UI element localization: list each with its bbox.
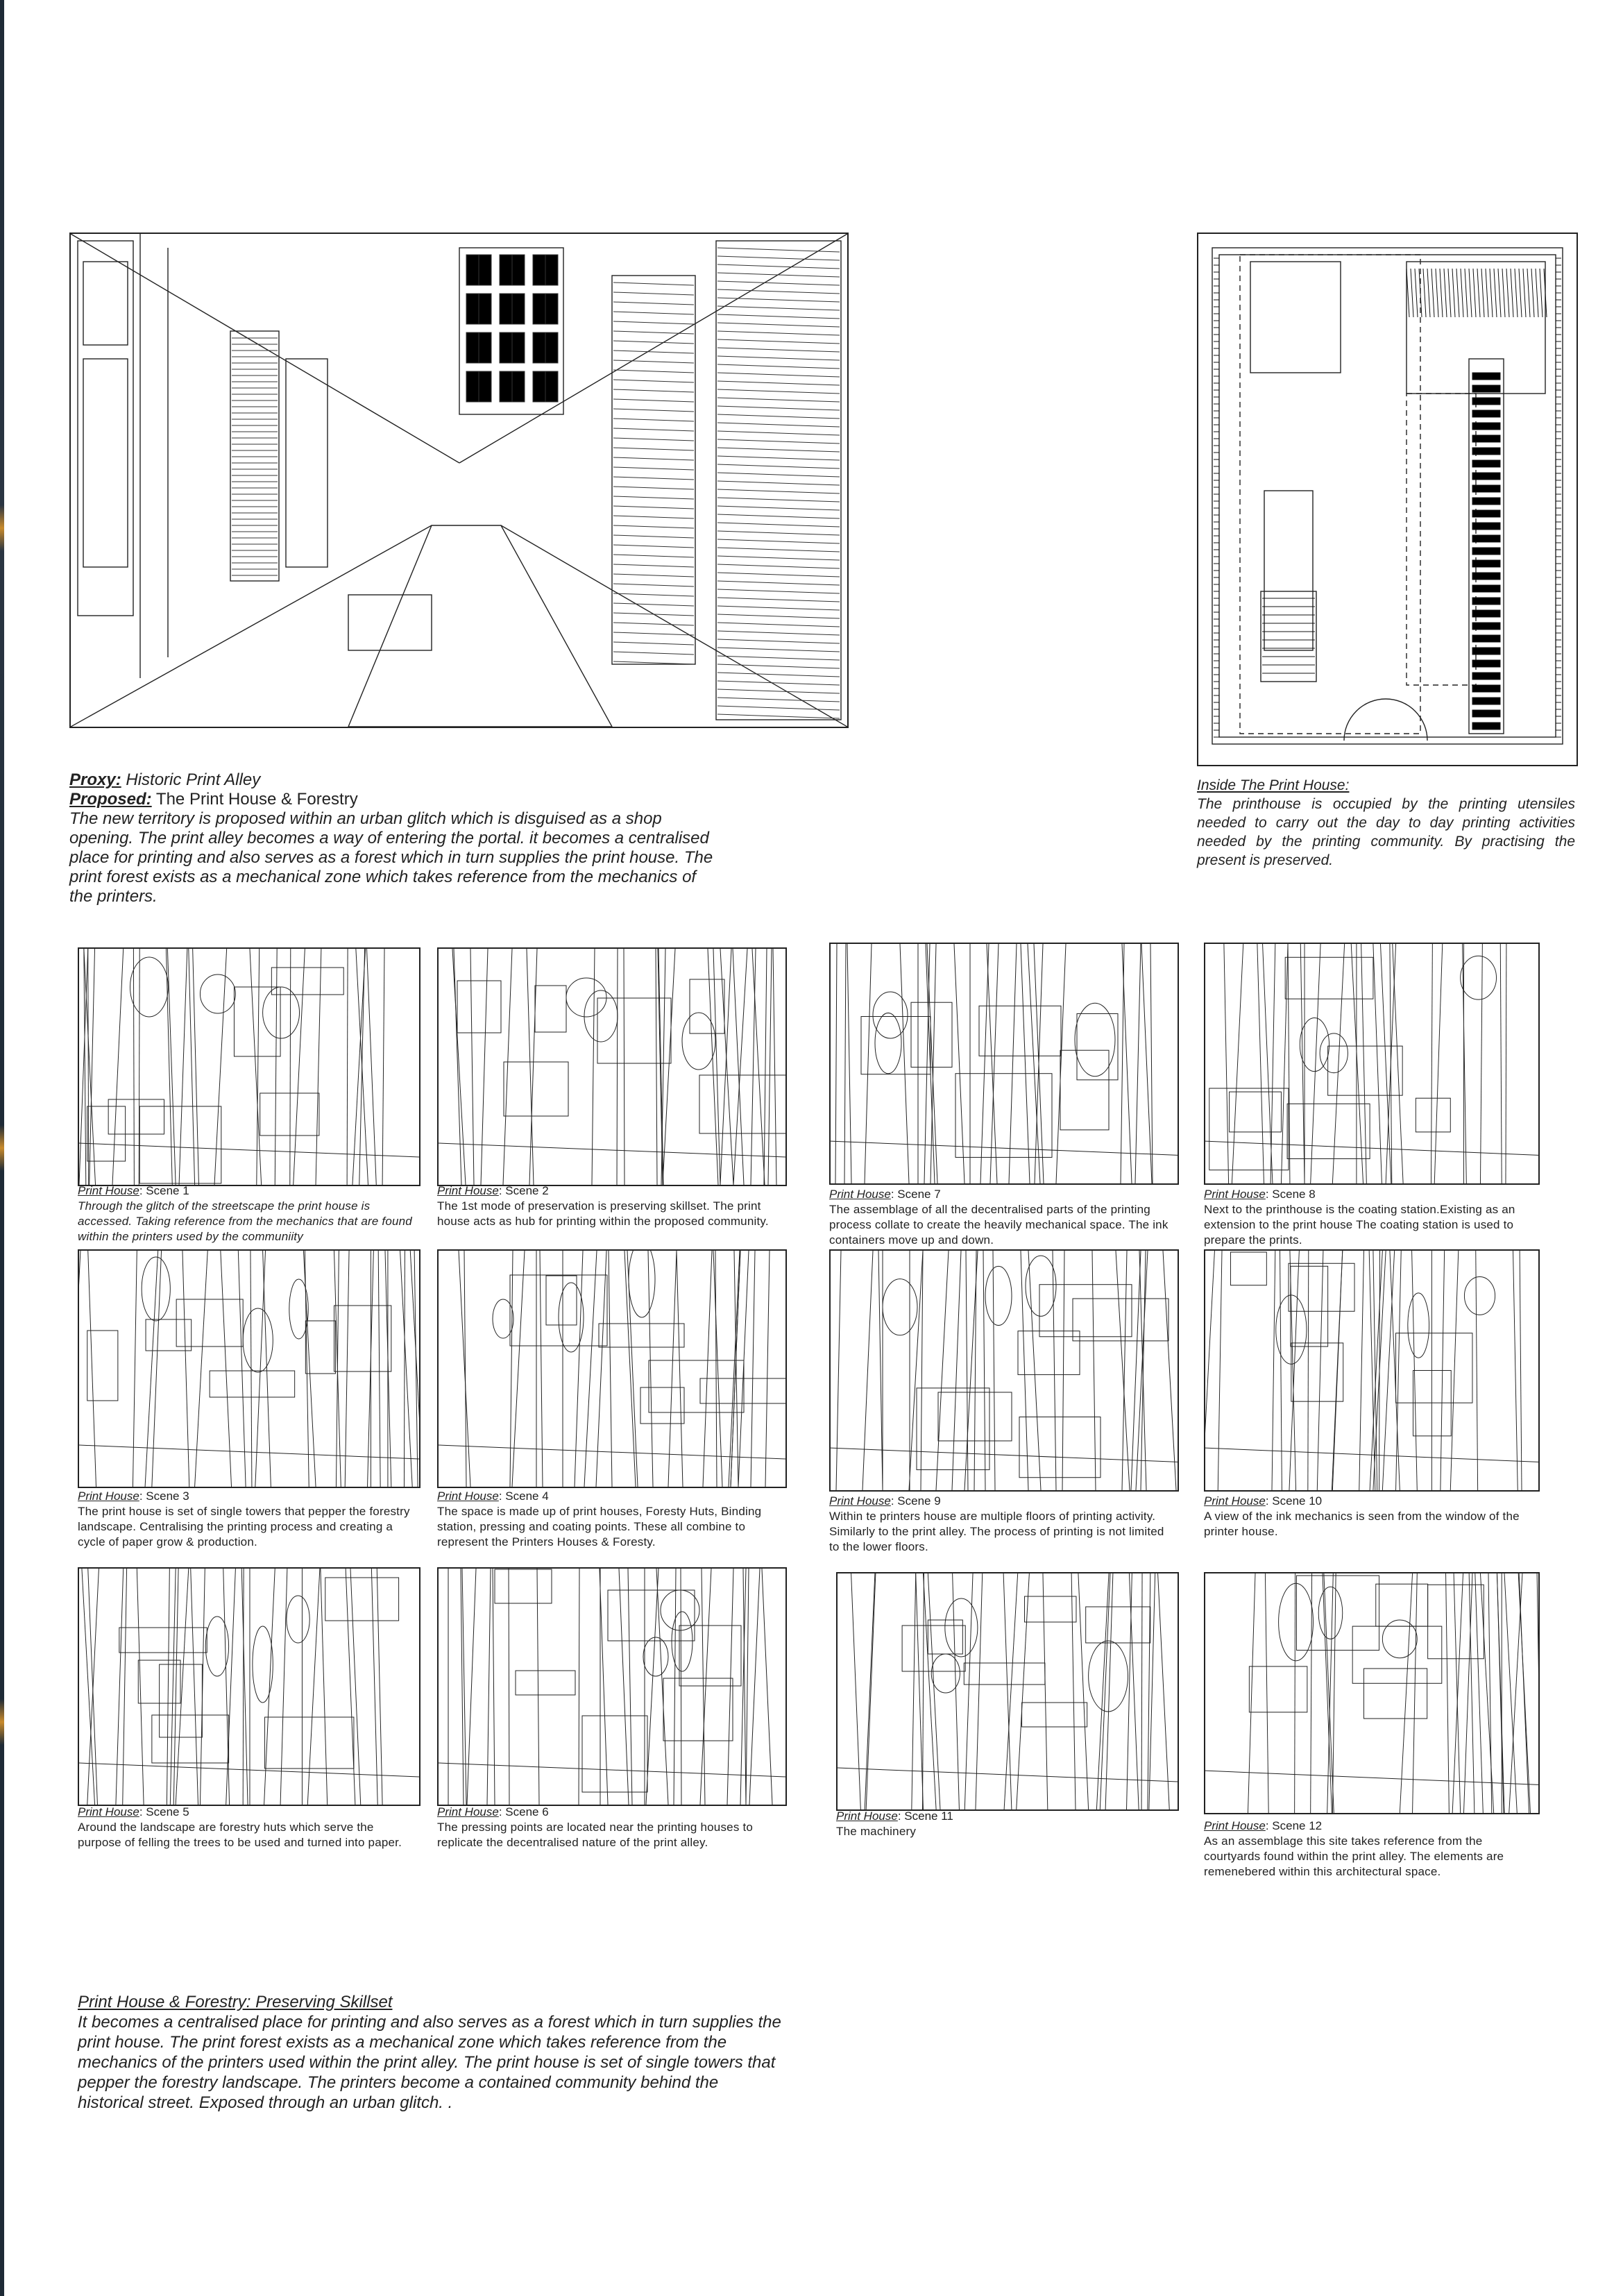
inside-heading: Inside The Print House: [1197,777,1350,793]
scene-number: : Scene 8 [1265,1188,1316,1201]
scene-12-drawing [1204,1572,1540,1814]
scene-9-caption [829,1494,1176,1555]
proxy-label: Proxy: [69,770,121,789]
intro-paragraph: The new territory is proposed within an urban glitch which is disguised as a shop opening. The print alley becomes a way of entering the portal. it becomes a centralised place for printing and also serves as a forest which in turn supplies the print house. The print forest exists as a mechanical zone which takes reference from the mechanics of the printers. [69,809,713,906]
scene-3-drawing [78,1249,420,1488]
scene-text: The 1st mode of preservation is preserving skillset. The print house acts as hub for printing within the proposed community. [437,1199,769,1228]
scene-label: Print House [836,1809,898,1823]
scene-label: Print House [78,1184,139,1197]
scene-5-caption [78,1805,418,1850]
intro-text-block [69,770,715,906]
scene-label: Print House [437,1805,499,1818]
scene-label: Print House [437,1184,499,1197]
scene-2-drawing [437,947,787,1186]
scene-text: The machinery [836,1825,917,1838]
inside-paragraph: The printhouse is occupied by the printing utensiles needed to carry out the day to day printing activities needed by the printing community. By practising the present is preserved. [1197,796,1575,868]
scene-text: The assemblage of all the decentralised parts of the printing process collate to create the heavily mechanical space. The ink containers move up and down. [829,1203,1169,1247]
scene-1-drawing [78,947,420,1186]
proposed-label: Proposed: [69,790,152,809]
scene-number: : Scene 9 [890,1494,941,1508]
page-edge-strip [0,0,4,2296]
scene-number: : Scene 3 [139,1489,189,1503]
scene-text: Next to the printhouse is the coating station.Existing as an extension to the print house The coating station is used to prepare the prints. [1204,1203,1515,1247]
scene-label: Print House [78,1805,139,1818]
scene-number: : Scene 12 [1265,1819,1323,1832]
scene-4-caption [437,1489,784,1550]
scene-number: : Scene 10 [1265,1494,1323,1508]
scene-number: : Scene 6 [498,1805,549,1818]
scene-label: Print House [78,1489,139,1503]
scene-text: Around the landscape are forestry huts which serve the purpose of felling the trees to be used and turned into paper. [78,1821,402,1849]
scene-1-caption [78,1183,418,1244]
proposed-value: The Print House & Forestry [155,790,358,809]
scene-label: Print House [829,1188,891,1201]
scene-text: The space is made up of print houses, Foresty Huts, Binding station, pressing and coating points. These all combine to represent the Printers Houses & Foresty. [437,1505,762,1548]
scene-6-caption [437,1805,784,1850]
scene-label: Print House [437,1489,499,1503]
scene-6-drawing [437,1567,787,1806]
scene-number: : Scene 1 [139,1184,189,1197]
scene-10-caption [1204,1494,1537,1539]
scene-text: As an assemblage this site takes reference from the courtyards found within the print alley. The elements are remenebered within this architectural space. [1204,1834,1504,1878]
proxy-value: Historic Print Alley [126,770,261,789]
scene-7-drawing [829,943,1179,1185]
scene-12-caption [1204,1818,1537,1880]
conclusion-text-block [78,1992,785,2113]
scene-number: : Scene 4 [498,1489,549,1503]
scene-10-drawing [1204,1249,1540,1492]
scene-text: The pressing points are located near the printing houses to replicate the decentralised nature of the print alley. [437,1821,754,1849]
scene-label: Print House [1204,1494,1266,1508]
scene-8-caption [1204,1187,1537,1248]
scene-7-caption [829,1187,1176,1248]
scene-11-caption [836,1809,1176,1839]
scene-number: : Scene 11 [897,1809,953,1823]
scene-text: The print house is set of single towers that pepper the forestry landscape. Centralising the printing process and creating a cycle of paper grow & production. [78,1505,410,1548]
scene-text: Through the glitch of the streetscape the print house is accessed. Taking reference from the mechanics that are found within the printers used by the communiity [78,1199,412,1243]
scene-label: Print House [1204,1819,1266,1832]
scene-3-caption [78,1489,418,1550]
scene-8-drawing [1204,943,1540,1185]
conclusion-heading: Print House & Forestry: Preserving Skillset [78,1993,393,2011]
scene-number: : Scene 7 [890,1188,941,1201]
scene-2-caption [437,1183,784,1229]
scene-9-drawing [829,1249,1179,1492]
scene-text: A view of the ink mechanics is seen from the window of the printer house. [1204,1510,1520,1538]
scene-4-drawing [437,1249,787,1488]
scene-number: : Scene 2 [498,1184,549,1197]
print-house-plan-drawing [1197,233,1578,766]
scene-number: : Scene 5 [139,1805,189,1818]
scene-label: Print House [829,1494,891,1508]
hero-alley-drawing [69,233,849,728]
conclusion-paragraph: It becomes a centralised place for printing and also serves as a forest which in turn supplies the print house. The print forest exists as a mechanical zone which takes reference from the mechanics of the printers used within the print alley. The print house is set of single towers that pepper the forestry landscape. The printers become a contained community behind the historical street. Exposed through an urban glitch. . [78,2013,781,2112]
scene-text: Within te printers house are multiple floors of printing activity. Similarly to the print alley. The process of printing is not limited to the lower floors. [829,1510,1164,1553]
scene-label: Print House [1204,1188,1266,1201]
scene-5-drawing [78,1567,420,1806]
scene-11-drawing [836,1572,1179,1811]
inside-text-block [1197,776,1575,870]
